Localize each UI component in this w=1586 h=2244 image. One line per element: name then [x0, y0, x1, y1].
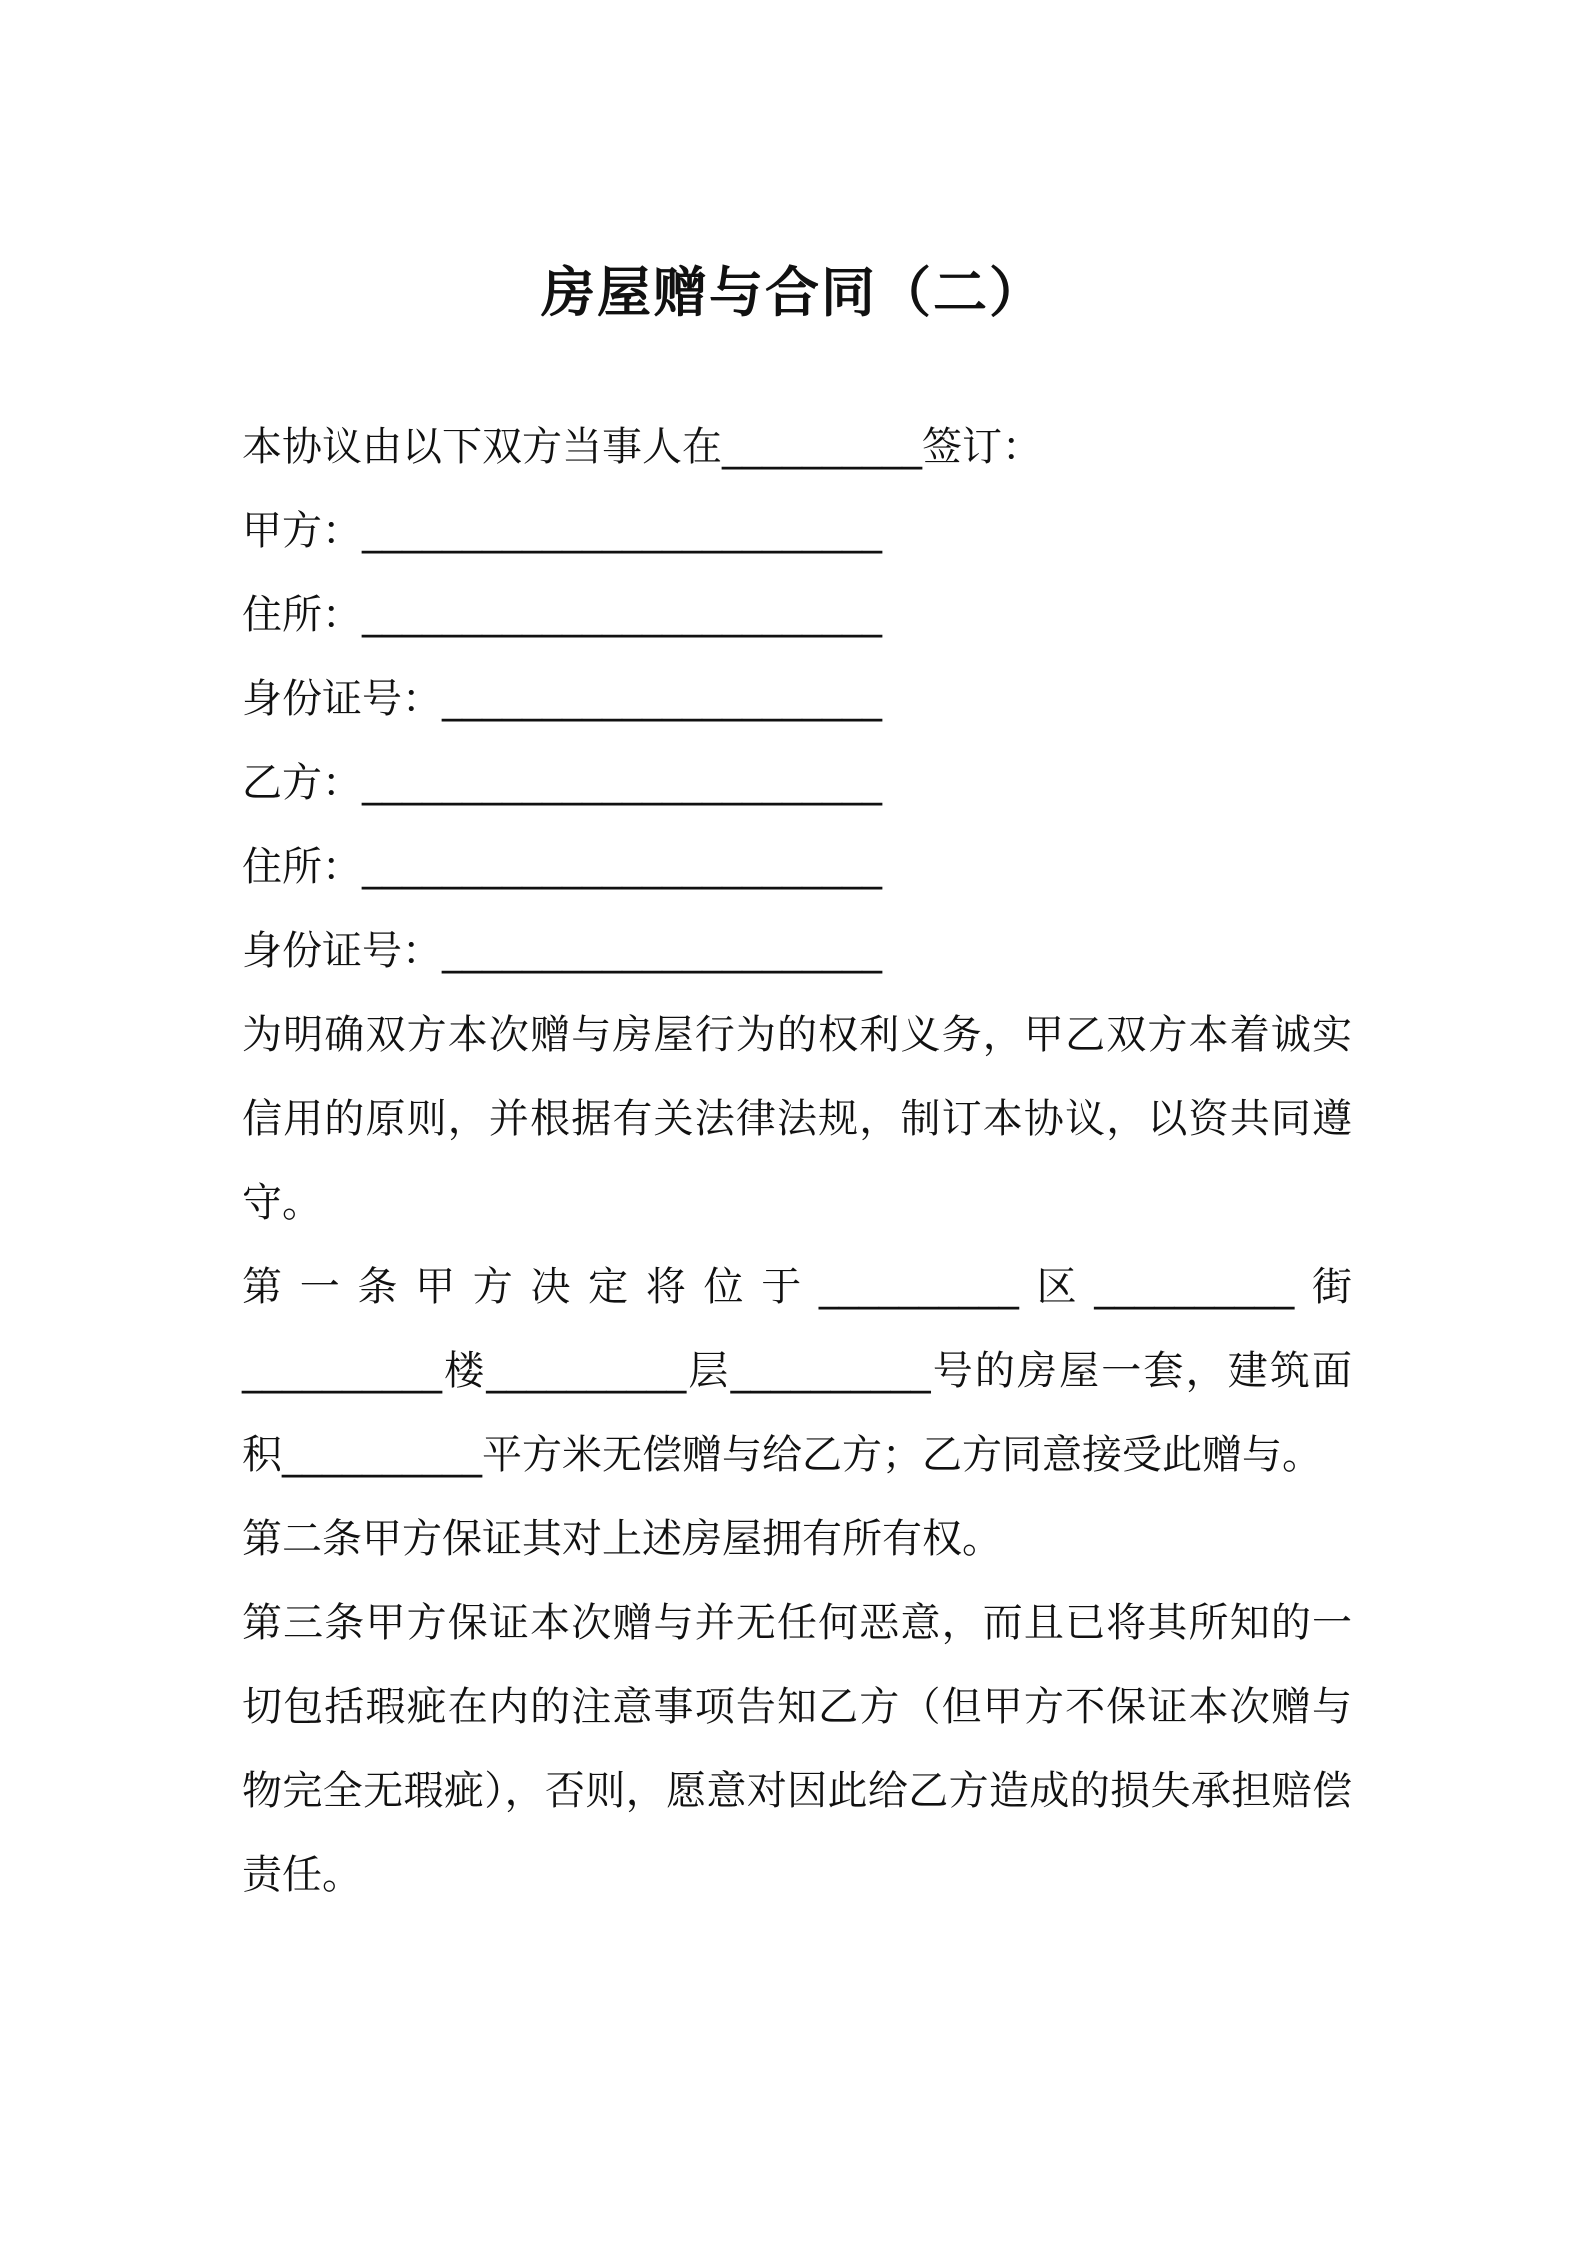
intro-line: 本协议由以下双方当事人在__________签订： — [242, 424, 1042, 470]
party-b-line: 乙方：__________________________ — [242, 760, 882, 806]
party-a-line: 甲方：__________________________ — [242, 508, 882, 554]
article-3: 第三条甲方保证本次赠与并无任何恶意，而且已将其所知的一切包括瑕疵在内的注意事项告知乙方（但甲方不保证本次赠与物完全无瑕疵），否则，愿意对因此给乙方造成的损失承担赔偿责任。 — [242, 1600, 1352, 1898]
article-1-rest: __________楼__________层__________号的房屋一套，建筑面积__________平方米无偿赠与给乙方；乙方同意接受此赠与。 — [242, 1348, 1352, 1478]
document-title: 房屋赠与合同（二） — [541, 261, 1045, 324]
party-a-address-line: 住所：__________________________ — [242, 592, 882, 638]
party-b-id-line: 身份证号：______________________ — [242, 928, 882, 974]
party-a-id-line: 身份证号：______________________ — [242, 676, 882, 722]
article-1-first-line: 第一条甲方决定将位于__________区__________街 — [242, 1264, 1352, 1310]
purpose-paragraph: 为明确双方本次赠与房屋行为的权利义务，甲乙双方本着诚实信用的原则，并根据有关法律法规，制订本协议，以资共同遵守。 — [242, 1012, 1352, 1226]
document-body — [242, 405, 1352, 1917]
party-b-address-line: 住所：__________________________ — [242, 844, 882, 890]
article-2: 第二条甲方保证其对上述房屋拥有所有权。 — [242, 1516, 1002, 1562]
